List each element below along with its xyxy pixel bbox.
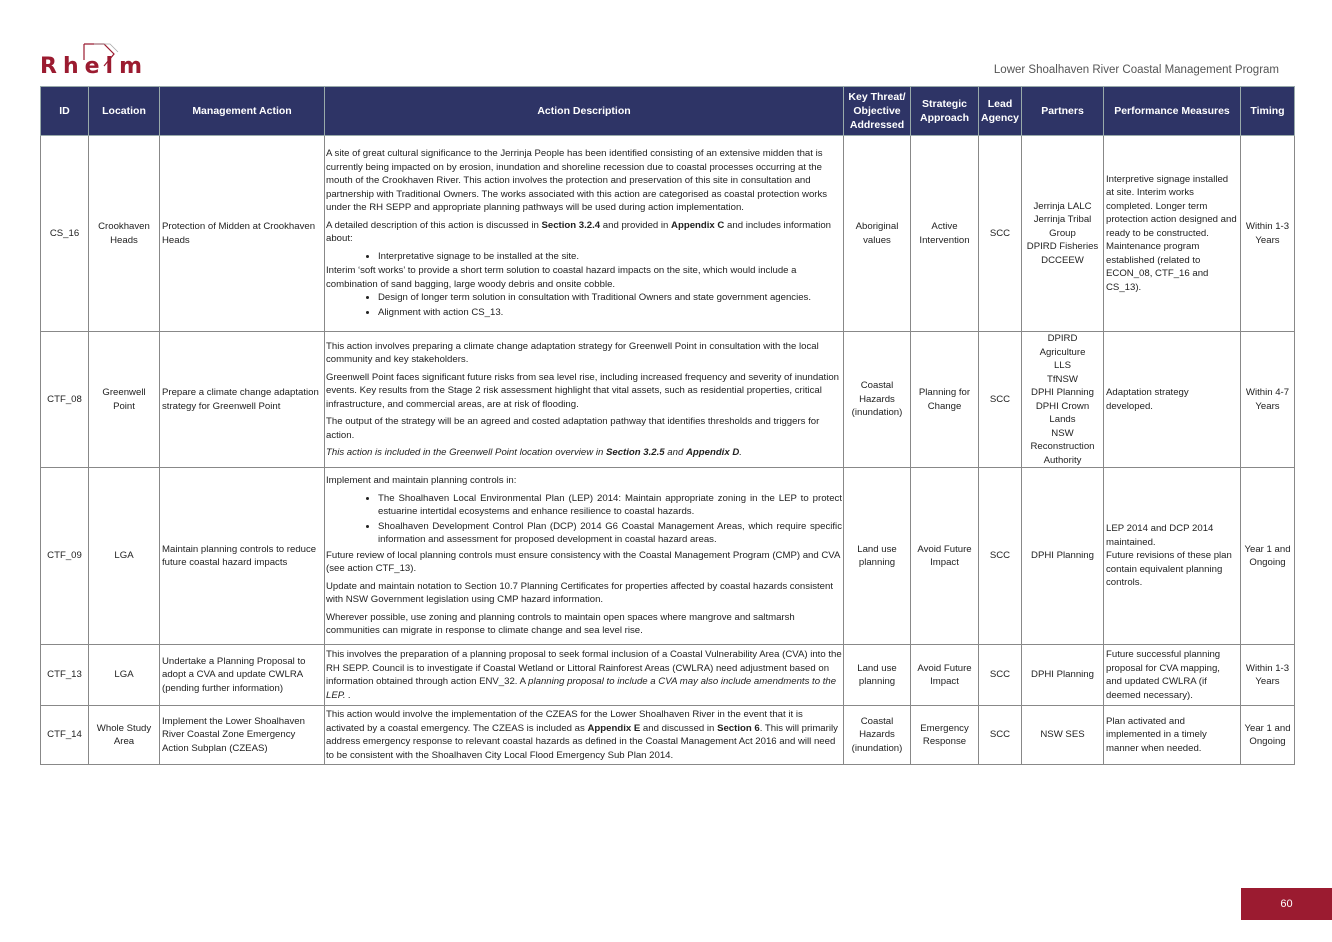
table-header-row	[41, 87, 1295, 136]
cell-performance-measures: Adaptation strategy developed.	[1104, 332, 1241, 468]
cell-id: CTF_13	[41, 645, 89, 706]
col-header-location: Location	[89, 87, 160, 136]
cell-performance-measures: Interpretive signage installed at site. Interim works completed. Longer term protection action designed and ready to be constructed. Maintenance program established (related to ECON_08, CTF_16 and CS_13).	[1104, 136, 1241, 332]
company-logo	[40, 40, 160, 82]
desc-paragraph: Future review of local planning controls must ensure consistency with the Coastal Management Program (CMP) and CVA (see action CTF_13).	[326, 549, 840, 575]
cell-management-action: Maintain planning controls to reduce future coastal hazard impacts	[160, 468, 325, 645]
partner-item: NSW Reconstruction Authority	[1030, 427, 1095, 466]
partner-item: NSW SES	[1040, 729, 1085, 741]
measure-item: Future revisions of these plan contain equivalent planning controls.	[1106, 550, 1232, 589]
partner-item: DPHI Planning	[1031, 669, 1094, 681]
desc-bullet: • The Shoalhaven Local Environmental Plan (LEP) 2014: Maintain appropriate zoning in the LEP to protect estuarine intertidal ecosystems and enhance resilience to coastal hazards.	[378, 492, 842, 519]
cell-lead-agency: SCC	[979, 468, 1022, 645]
cell-management-action: Implement the Lower Shoalhaven River Coastal Zone Emergency Action Subplan (CZEAS)	[160, 706, 325, 765]
document-title: Lower Shoalhaven River Coastal Management Program	[993, 64, 1279, 76]
cell-strategic-approach: Active Intervention	[911, 136, 979, 332]
measure-item: LEP 2014 and DCP 2014 maintained.	[1106, 523, 1214, 548]
cell-lead-agency: SCC	[979, 136, 1022, 332]
col-header-id: ID	[41, 87, 89, 136]
cell-action-description	[325, 332, 844, 468]
cell-strategic-approach: Avoid Future Impact	[911, 645, 979, 706]
desc-paragraph: Greenwell Point faces significant future risks from sea level rise, including increased frequency and severity of inundation events. Key results from the Stage 2 risk assessment highlight that vital assets, such as residential properties, critical infrastructure, and commercial areas, are at risk of flooding.	[326, 371, 839, 410]
table-row	[41, 332, 1295, 468]
desc-text: and discussed in	[640, 722, 718, 734]
desc-text: This action is included in the Greenwell Point location overview in	[326, 447, 606, 458]
partner-item: DPIRD Agriculture	[1039, 333, 1086, 358]
col-header-action-description: Action Description	[325, 87, 844, 136]
cell-timing: Within 1-3 Years	[1241, 136, 1295, 332]
cell-timing: Within 4-7 Years	[1241, 332, 1295, 468]
partner-item: DPHI Crown Lands	[1035, 400, 1090, 425]
col-header-timing: Timing	[1241, 87, 1295, 136]
desc-bullet: • Design of longer term solution in consultation with Traditional Owners and state government agencies.	[378, 291, 842, 305]
cell-id: CTF_14	[41, 706, 89, 765]
partner-item: Jerrinja Tribal Group	[1033, 214, 1092, 239]
cell-performance-measures: Plan activated and implemented in a timely manner when needed.	[1104, 706, 1241, 765]
desc-paragraph: Interim ‘soft works’ to provide a short term solution to coastal hazard impacts on the site, which would include a combination of sand bagging, large woody debris and onsite cobble.	[326, 265, 797, 290]
table-row	[41, 706, 1295, 765]
cell-location: LGA	[89, 645, 160, 706]
cell-location: Whole Study Area	[89, 706, 160, 765]
section-ref: Section 3.2.4	[541, 219, 601, 231]
cell-location: Crookhaven Heads	[89, 136, 160, 332]
desc-italic-text: planning proposal to include a CVA may also include amendments to the LEP. .	[326, 676, 837, 701]
col-header-strategic-approach: Strategic Approach	[911, 87, 979, 136]
appendix-ref: Appendix E	[587, 722, 641, 734]
desc-paragraph: Implement and maintain planning controls in:	[326, 475, 517, 487]
cell-key-threat: Aboriginal values	[844, 136, 911, 332]
section-ref: Section 6	[717, 722, 760, 734]
partner-item: DPHI Planning	[1031, 387, 1094, 398]
management-actions-table	[40, 86, 1295, 765]
cell-timing: Within 1-3 Years	[1241, 645, 1295, 706]
col-header-lead-agency: Lead Agency	[979, 87, 1022, 136]
cell-action-description	[325, 645, 844, 706]
desc-paragraph	[326, 446, 842, 460]
desc-paragraph: Wherever possible, use zoning and planning controls to maintain open spaces where mangrove and saltmarsh communities can migrate in response to climate change and sea level rise.	[326, 611, 795, 637]
cell-action-description	[325, 706, 844, 765]
table-row	[41, 468, 1295, 645]
section-ref: Section 3.2.5	[605, 447, 665, 458]
cell-strategic-approach: Emergency Response	[911, 706, 979, 765]
desc-text: This action would involve the implementation of the CZEAS for the Lower Shoalhaven River in the event that it is activated by a coastal emergency. The CZEAS is included as	[326, 709, 803, 734]
cell-id: CS_16	[41, 136, 89, 332]
col-header-performance-measures: Performance Measures	[1104, 87, 1241, 136]
cell-management-action: Prepare a climate change adaptation strategy for Greenwell Point	[160, 332, 325, 468]
desc-text: . This will primarily address emergency response to relevant coastal hazards as defined in the Coastal Management Act 2016 and will need to be consistent with the Shoalhaven City Local Flood Emergency Sub Plan 2014.	[326, 722, 838, 761]
partner-item: DPIRD Fisheries	[1026, 241, 1099, 253]
cell-key-threat: Land use planning	[844, 468, 911, 645]
desc-text: .	[739, 447, 742, 458]
cell-partners	[1022, 332, 1104, 468]
partner-item: TfNSW	[1047, 373, 1078, 385]
cell-lead-agency: SCC	[979, 645, 1022, 706]
cell-partners	[1022, 706, 1104, 765]
partner-item: LLS	[1053, 360, 1072, 371]
desc-text: and includes information about:	[326, 219, 832, 244]
col-header-key-threat: Key Threat/ Objective Addressed	[844, 87, 911, 136]
cell-id: CTF_09	[41, 468, 89, 645]
cell-action-description	[325, 136, 844, 332]
cell-key-threat: Coastal Hazards (inundation)	[844, 706, 911, 765]
desc-text: A detailed description of this action is discussed in	[326, 219, 542, 231]
cell-location: Greenwell Point	[89, 332, 160, 468]
cell-partners	[1022, 645, 1104, 706]
cell-management-action: Undertake a Planning Proposal to adopt a CVA and update CWLRA (pending further information)	[160, 645, 325, 706]
desc-bullet: • Interpretative signage to be installed at the site.	[378, 250, 842, 264]
col-header-management-action: Management Action	[160, 87, 325, 136]
cell-id: CTF_08	[41, 332, 89, 468]
table-row	[41, 136, 1295, 332]
cell-timing: Year 1 and Ongoing	[1241, 468, 1295, 645]
partner-item: Jerrinja LALC	[1033, 200, 1092, 212]
desc-bullet: • Alignment with action CS_13.	[378, 306, 842, 320]
appendix-ref: Appendix C	[671, 219, 725, 231]
cell-partners	[1022, 468, 1104, 645]
cell-key-threat: Coastal Hazards (inundation)	[844, 332, 911, 468]
cell-strategic-approach: Planning for Change	[911, 332, 979, 468]
cell-lead-agency: SCC	[979, 332, 1022, 468]
desc-text: and provided in	[600, 219, 672, 231]
partner-item: DCCEEW	[1041, 254, 1084, 266]
logo-mark-icon	[80, 40, 130, 80]
cell-key-threat: Land use planning	[844, 645, 911, 706]
desc-paragraph: This action involves preparing a climate change adaptation strategy for Greenwell Point in consultation with the local community and key stakeholders.	[326, 340, 819, 365]
cell-partners	[1022, 136, 1104, 332]
cell-location: LGA	[89, 468, 160, 645]
desc-paragraph: A site of great cultural significance to the Jerrinja People has been identified consisting of an extensive midden that is currently being impacted on by erosion, inundation and shoreline recession due to coastal processes occurring at the mouth of the Crookhaven River. This action involves the protection and preservation of this site in consultation and partnership with Traditional Owners. The works associated with this action are categorised as coastal protection works under the RH SEPP and appropriate planning pathways will be used during action implementation.	[326, 148, 828, 213]
desc-text: and	[664, 447, 686, 458]
cell-performance-measures: Future successful planning proposal for CVA mapping, and updated CWLRA (if deemed necessary).	[1104, 645, 1241, 706]
partner-item: DPHI Planning	[1031, 550, 1094, 562]
desc-paragraph	[326, 219, 842, 246]
cell-action-description	[325, 468, 844, 645]
page-number: 60	[1241, 888, 1332, 920]
desc-paragraph: The output of the strategy will be an agreed and costed adaptation pathway that identifies thresholds and triggers for action.	[326, 416, 820, 441]
appendix-ref: Appendix D	[685, 447, 740, 458]
cell-timing: Year 1 and Ongoing	[1241, 706, 1295, 765]
table-row	[41, 645, 1295, 706]
desc-paragraph: Update and maintain notation to Section 10.7 Planning Certificates for properties affected by coastal hazards consistent with NSW Government legislation using CMP hazard information.	[326, 580, 833, 606]
cell-management-action: Protection of Midden at Crookhaven Heads	[160, 136, 325, 332]
desc-bullet: • Shoalhaven Development Control Plan (DCP) 2014 G6 Coastal Management Areas, which require specific information and assessment for proposed development in coastal hazard areas.	[378, 520, 842, 547]
col-header-partners: Partners	[1022, 87, 1104, 136]
cell-performance-measures	[1104, 468, 1241, 645]
logo-text: Rhelm	[40, 54, 148, 79]
desc-text: This involves the preparation of a planning proposal to seek formal inclusion of a Coastal Vulnerability Area (CVA) into the RH SEPP. Council is to investigate if Coastal Wetland or Littoral Rainforest Areas (CWLRA) need adjustment based on information obtained through action ENV_32. A	[326, 649, 842, 687]
cell-strategic-approach: Avoid Future Impact	[911, 468, 979, 645]
cell-lead-agency: SCC	[979, 706, 1022, 765]
